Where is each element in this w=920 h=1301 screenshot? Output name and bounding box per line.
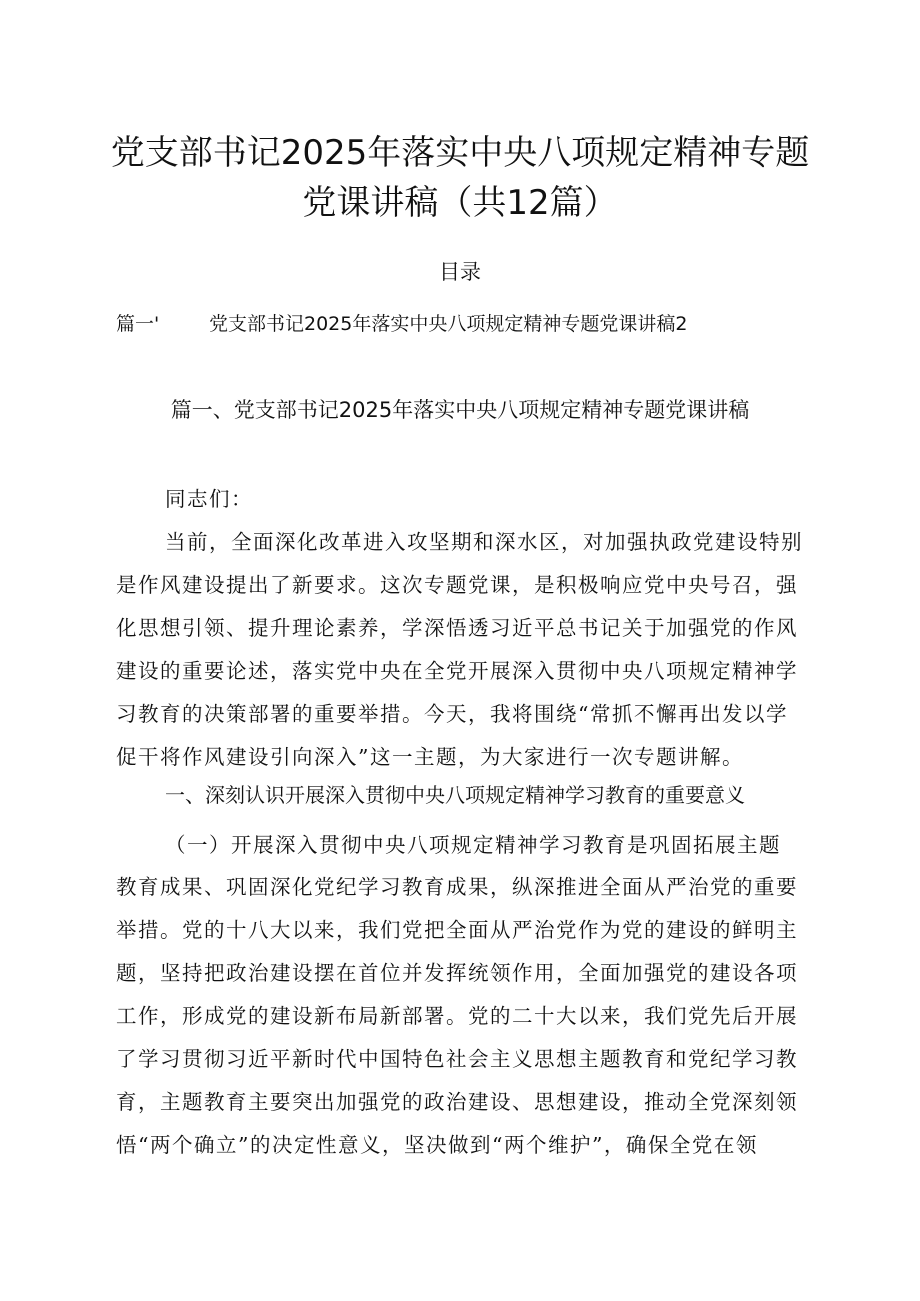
toc-item-text-wrap bbox=[209, 310, 687, 338]
body-line: 了学习贯彻习近平新时代中国特色社会主义思想主题教育和党纪学习教 bbox=[116, 1047, 798, 1071]
intro-line: 是作风建设提出了新要求。这次专题党课，是积极响应党中央号召，强 bbox=[116, 573, 798, 597]
section-heading: 篇一、党支部书记2025年落实中央八项规定精神专题党课讲稿 bbox=[170, 398, 750, 422]
body-line: 举措。党的十八大以来，我们党把全面从严治党作为党的建设的鲜明主 bbox=[116, 918, 798, 942]
intro-line: 习教育的决策部署的重要举措。今天，我将围绕“常抓不懈再出发以学 bbox=[116, 702, 788, 726]
intro-line: 化思想引领、提升理论素养，学深悟透习近平总书记关于加强党的作风 bbox=[116, 616, 798, 640]
toc-heading: 目录 bbox=[439, 260, 481, 284]
salutation: 同志们： bbox=[165, 487, 253, 511]
body-line: 悟“两个确立”的决定性意义，坚决做到“两个维护”，确保全党在领 bbox=[116, 1133, 758, 1157]
toc-item-text: 党支部书记2025年落实中央八项规定精神专题党课讲稿 bbox=[209, 313, 676, 335]
body-line: 题，坚持把政治建设摆在首位并发挥统领作用，全面加强党的建设各项 bbox=[116, 961, 798, 985]
body-line: （一）开展深入贯彻中央八项规定精神学习教育是巩固拓展主题 bbox=[165, 833, 781, 857]
intro-line: 当前，全面深化改革进入攻坚期和深水区，对加强执政党建设特别 bbox=[165, 530, 803, 554]
body-line: 工作，形成党的建设新布局新部署。党的二十大以来，我们党先后开展 bbox=[116, 1004, 798, 1028]
toc-item-page-number: 2 bbox=[675, 313, 688, 335]
intro-line: 建设的重要论述，落实党中央在全党开展深入贯彻中央八项规定精神学 bbox=[116, 659, 798, 683]
document-title-line-1: 党支部书记2025年落实中央八项规定精神专题 bbox=[110, 133, 810, 173]
body-line: 育，主题教育主要突出加强党的政治建设、思想建设，推动全党深刻领 bbox=[116, 1090, 798, 1114]
toc-item[interactable] bbox=[116, 310, 816, 338]
heading-level-1: 一、深刻认识开展深入贯彻中央八项规定精神学习教育的重要意义 bbox=[165, 783, 745, 807]
body-line: 教育成果、巩固深化党纪学习教育成果，纵深推进全面从严治党的重要 bbox=[116, 875, 798, 899]
toc-item-label: 篇一' bbox=[116, 313, 160, 335]
document-title-line-2: 党课讲稿（共12篇） bbox=[302, 183, 618, 223]
intro-line: 促干将作风建设引向深入”这一主题，为大家进行一次专题讲解。 bbox=[116, 745, 744, 769]
